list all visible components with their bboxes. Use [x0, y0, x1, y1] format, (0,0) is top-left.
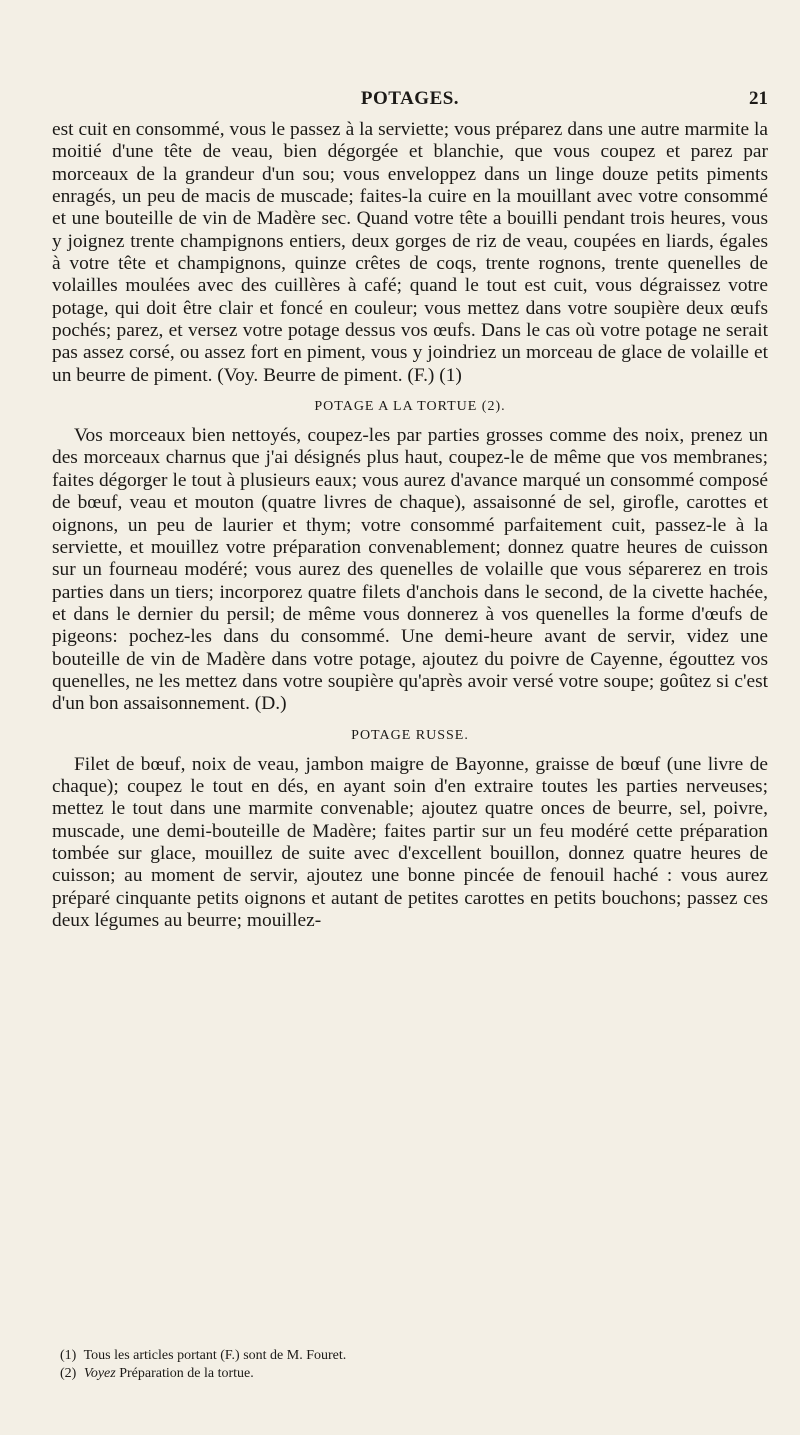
page-header: [52, 88, 768, 118]
paragraph-potage-russe: Filet de bœuf, noix de veau, jambon maigre de Bayonne, graisse de bœuf (une livre de chaque); coupez le tout en dés, en ayant soin d'en extraire toutes les parties nerveuses; mettez le tout dans une marmite convenable; ajoutez quatre onces de beurre, sel, poivre, muscade, une demi-bouteille de Madère; faites partir sur un feu modéré cette préparation tombée sur glace, mouillez de suite avec d'excellent bouillon, donnez quatre heures de cuisson; au moment de servir, ajoutez une bonne pincée de fenouil haché : vous aurez préparé cinquante petits oignons et autant de petites carottes en petits bouchons; passez ces deux légumes au beurre; mouillez-: [52, 753, 768, 931]
footnote-1-mark: (1): [60, 1348, 77, 1363]
paragraph-potage-continued: est cuit en consommé, vous le passez à la serviette; vous préparez dans une autre marmite la moitié d'une tête de veau, bien dégorgée et blanchie, que vous coupez et parez par morceaux de la grandeur d'un sou; vous enveloppez dans un linge douze petits piments enragés, un peu de macis de muscade; faites-la cuire en la mouillant avec votre consommé et une bouteille de vin de Madère sec. Quand votre tête a bouilli pendant trois heures, vous y joignez trente champignons entiers, deux gorges de riz de veau, coupées en liards, égales à votre tête et champignons, quinze crêtes de coqs, trente rognons, trente quenelles de volailles moulées avec des cuillères à café; quand le tout est cuit, vous dégraissez votre potage, qui doit être clair et foncé en couleur; vous mettez dans votre soupière deux œufs pochés; parez, et versez votre potage dessus vos œufs. Dans le cas où votre potage ne serait pas assez corsé, ou assez fort en piment, vous y joindriez un morceau de glace de volaille et un beurre de piment. (Voy. Beurre de piment. (F.) (1): [52, 119, 768, 386]
footnotes: [52, 1347, 768, 1383]
footnote-2-text: Préparation de la tortue.: [119, 1366, 254, 1381]
page-number: 21: [749, 88, 768, 109]
section-title-potage-tortue: POTAGE A LA TORTUE (2).: [314, 399, 506, 415]
footnote-2: [60, 1365, 768, 1383]
footnote-1-text: Tous les articles portant (F.) sont de M. Fouret.: [83, 1348, 347, 1363]
footnote-2-italic: Voyez: [83, 1366, 116, 1381]
footnote-2-mark: (2): [60, 1366, 77, 1381]
body-text: [52, 119, 768, 932]
footnote-1: [60, 1347, 768, 1365]
running-title: POTAGES.: [360, 88, 460, 109]
paragraph-potage-tortue: Vos morceaux bien nettoyés, coupez-les par parties grosses comme des noix, prenez un des morceaux charnus que j'ai désignés plus haut, coupez-le de même que vos membranes; faites dégorger le tout à plusieurs eaux; vous aurez d'avance marqué un consommé composé de bœuf, veau et mouton (quatre livres de chaque), assaisonné de sel, girofle, carottes et oignons, un peu de laurier et thym; votre consommé parfaitement cuit, passez-le à la serviette, et mouillez votre préparation convenablement; donnez quatre heures de cuisson sur un fourneau modéré; vous aurez des quenelles de volaille que vous séparerez en trois parties dans un tiers; incorporez quatre filets d'anchois dans le second, de la civette hachée, et dans le dernier du persil; de même vous donnerez à vos quenelles la forme d'œufs de pigeons: pochez-les dans du consommé. Une demi-heure avant de servir, videz une bouteille de vin de Madère dans votre potage, ajoutez du poivre de Cayenne, égouttez vos quenelles, ne les mettez dans votre soupière qu'après avoir versé votre soupe; goûtez si c'est d'un bon assaisonnement. (D.): [52, 425, 768, 715]
section-title-potage-russe: POTAGE RUSSE.: [351, 727, 469, 743]
